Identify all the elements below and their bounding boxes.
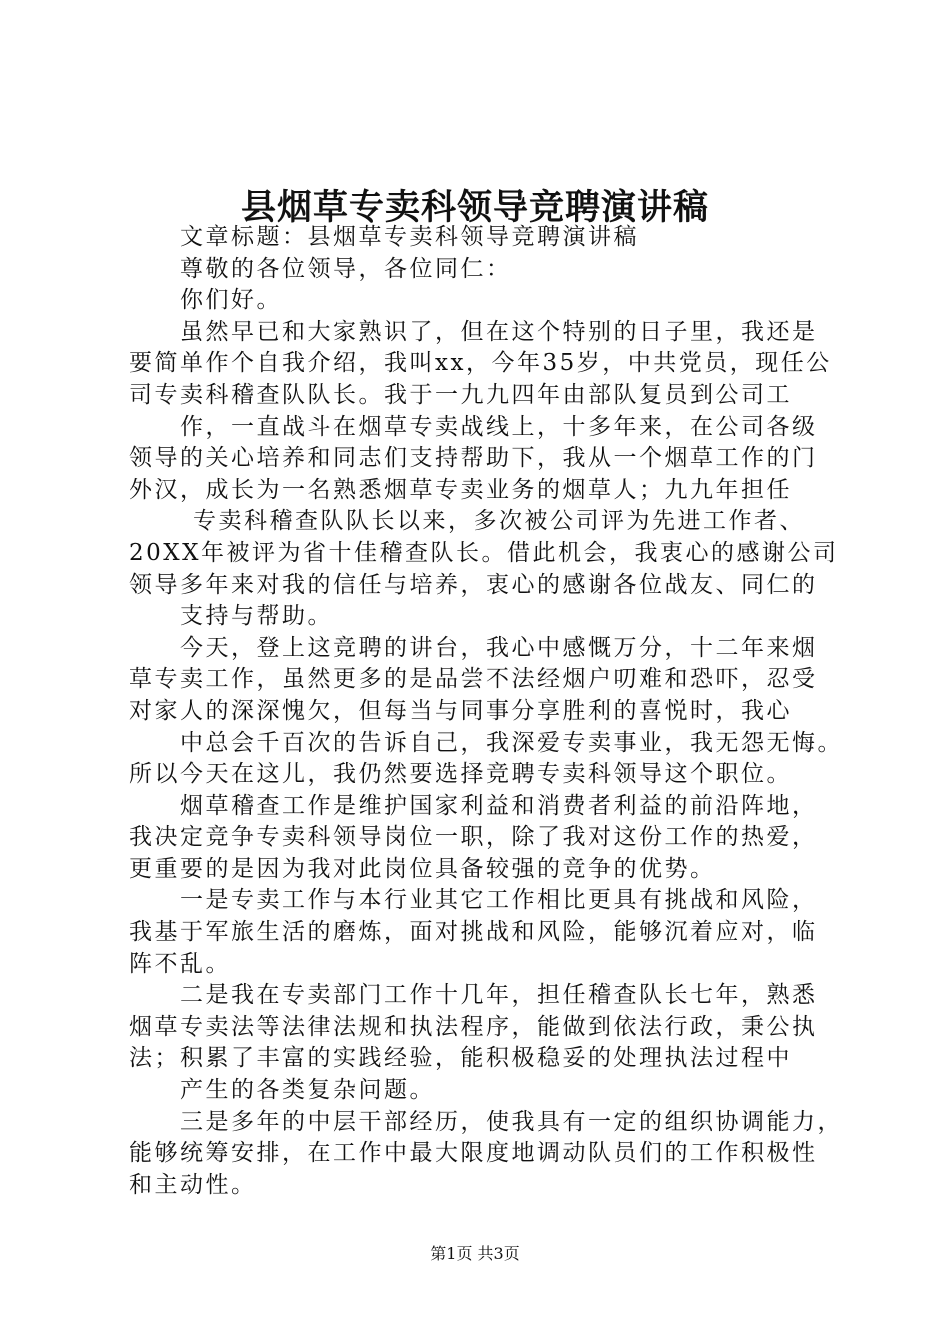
document-body — [129, 222, 843, 1201]
text-line: 阵不乱。 — [129, 950, 231, 977]
text-line: 更重要的是因为我对此岗位具备较强的竞争的优势。 — [129, 855, 716, 882]
text-line: 中总会千百次的告诉自己，我深爱专卖事业，我无怨无悔。 — [180, 729, 843, 756]
text-line: 专卖科稽查队队长以来，多次被公司评为先进工作者、 — [193, 508, 805, 535]
text-line: 烟草专卖法等法律法规和执法程序，能做到依法行政，秉公执 — [129, 1013, 818, 1040]
text-line: 我决定竞争专卖科领导岗位一职，除了我对这份工作的热爱， — [129, 824, 818, 851]
text-line: 烟草稽查工作是维护国家利益和消费者利益的前沿阵地， — [180, 792, 818, 819]
text-line: 20XX年被评为省十佳稽查队长。借此机会，我衷心的感谢公司 — [129, 539, 839, 566]
text-line: 文章标题：县烟草专卖科领导竞聘演讲稿 — [180, 224, 639, 250]
text-line: 领导多年来对我的信任与培养，衷心的感谢各位战友、同仁的 — [129, 571, 818, 598]
text-line: 能够统筹安排，在工作中最大限度地调动队员们的工作积极性 — [129, 1140, 818, 1167]
text-line: 要简单作个自我介绍，我叫xx，今年35岁，中共党员，现任公 — [129, 350, 832, 377]
text-line: 领导的关心培养和同志们支持帮助下，我从一个烟草工作的门 — [129, 445, 818, 472]
text-line: 一是专卖工作与本行业其它工作相比更具有挑战和风险， — [180, 887, 818, 914]
text-line: 二是我在专卖部门工作十几年，担任稽查队长七年，熟悉 — [180, 982, 818, 1009]
text-line: 今天，登上这竞聘的讲台，我心中感慨万分，十二年来烟 — [180, 634, 818, 661]
text-line: 尊敬的各位领导，各位同仁： — [180, 255, 512, 282]
text-line: 我基于军旅生活的磨炼，面对挑战和风险，能够沉着应对，临 — [129, 919, 818, 946]
text-line: 司专卖科稽查队队长。我于一九九四年由部队复员到公司工 — [129, 381, 792, 408]
text-line: 外汉，成长为一名熟悉烟草专卖业务的烟草人；九九年担任 — [129, 476, 792, 503]
text-line: 你们好。 — [180, 287, 282, 314]
text-line: 产生的各类复杂问题。 — [180, 1077, 435, 1104]
page-number: 第1页 共3页 — [430, 1244, 520, 1263]
text-line: 所以今天在这儿，我仍然要选择竞聘专卖科领导这个职位。 — [129, 761, 792, 788]
document-title: 县烟草专卖科领导竞聘演讲稿 — [240, 187, 709, 228]
text-line: 支持与帮助。 — [180, 603, 333, 630]
text-line: 三是多年的中层干部经历，使我具有一定的组织协调能力， — [180, 1108, 843, 1135]
text-line: 虽然早已和大家熟识了，但在这个特别的日子里，我还是 — [180, 318, 818, 345]
text-line: 和主动性。 — [129, 1171, 257, 1198]
text-line: 草专卖工作，虽然更多的是品尝不法经烟户叨难和恐吓，忍受 — [129, 666, 818, 693]
text-line: 作，一直战斗在烟草专卖战线上，十多年来，在公司各级 — [180, 413, 818, 440]
text-line: 对家人的深深愧欠，但每当与同事分享胜利的喜悦时，我心 — [129, 697, 792, 724]
text-line: 法；积累了丰富的实践经验，能积极稳妥的处理执法过程中 — [129, 1045, 792, 1072]
